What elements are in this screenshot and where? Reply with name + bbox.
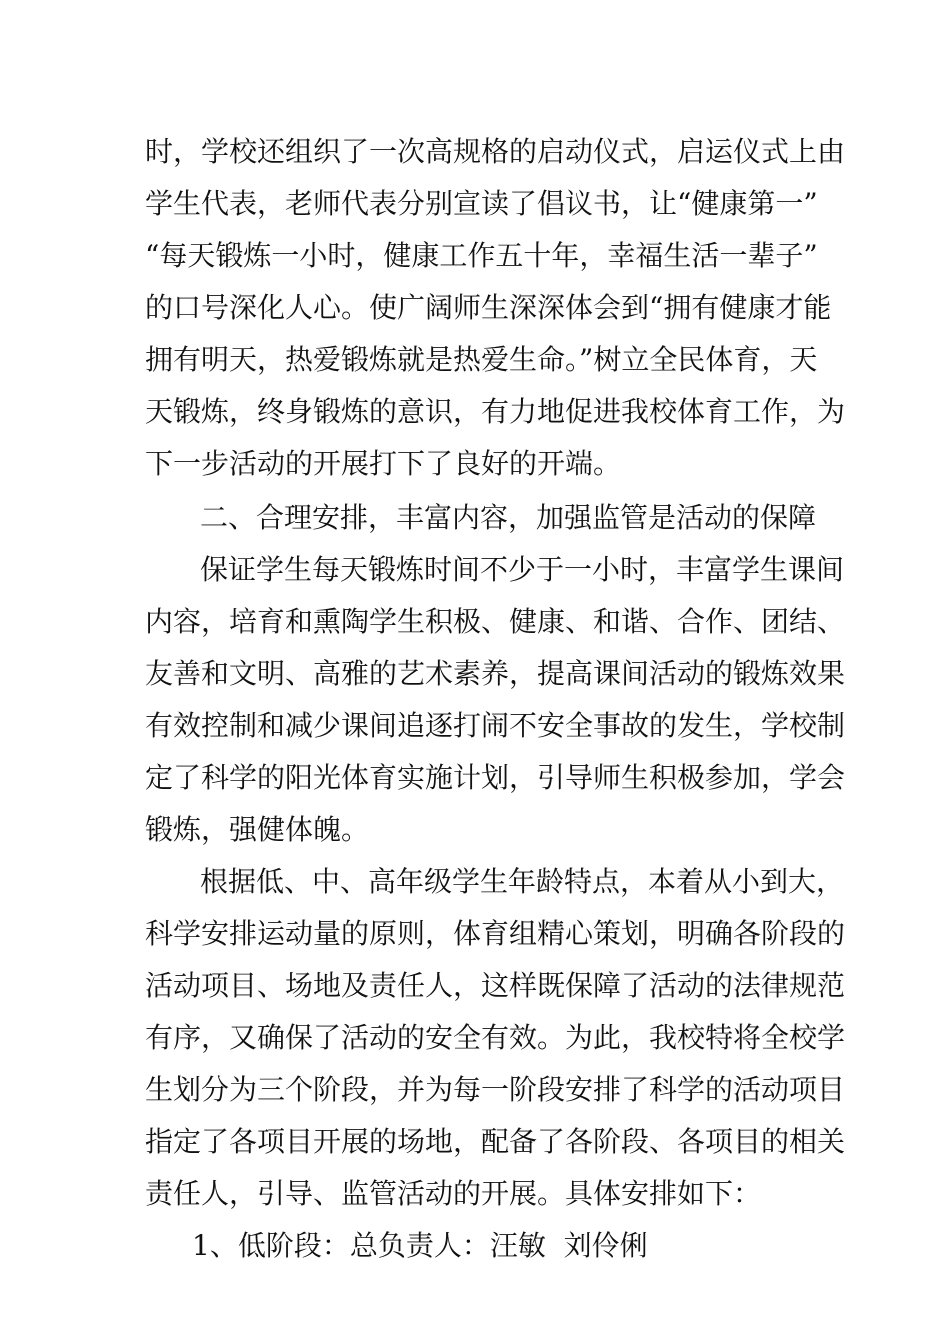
paragraph-line: 有效控制和减少课间追逐打闹不安全事故的发生，学校制 [145,709,846,742]
list-item: 1、低阶段：总负责人：汪敏 刘伶俐 [192,1229,648,1262]
paragraph-line: 拥有明天，热爱锻炼就是热爱生命。”树立全民体育，天 [145,343,818,376]
paragraph-line: 生划分为三个阶段，并为每一阶段安排了科学的活动项目 [145,1073,846,1106]
paragraph-line: 学生代表，老师代表分别宣读了倡议书，让“健康第一” [145,187,818,220]
paragraph-line: 指定了各项目开展的场地，配备了各阶段、各项目的相关 [145,1125,846,1158]
paragraph-line: 活动项目、场地及责任人，这样既保障了活动的法律规范 [145,969,846,1002]
section-heading: 二、合理安排，丰富内容，加强监管是活动的保障 [200,501,817,534]
paragraph-line: 责任人，引导、监管活动的开展。具体安排如下： [145,1177,762,1210]
paragraph-line: 锻炼，强健体魄。 [145,813,370,846]
paragraph-line: 时，学校还组织了一次高规格的启动仪式，启运仪式上由 [145,135,846,168]
paragraph-line: 有序，又确保了活动的安全有效。为此，我校特将全校学 [145,1021,846,1054]
paragraph-line: 下一步活动的开展打下了良好的开端。 [145,447,622,480]
paragraph-line: 天锻炼，终身锻炼的意识，有力地促进我校体育工作，为 [145,395,846,428]
paragraph-line: 根据低、中、高年级学生年龄特点，本着从小到大， [200,865,845,898]
paragraph-line: 定了科学的阳光体育实施计划，引导师生积极参加，学会 [145,761,846,794]
paragraph-line: 科学安排运动量的原则，体育组精心策划，明确各阶段的 [145,917,846,950]
paragraph-line: 保证学生每天锻炼时间不少于一小时，丰富学生课间 [200,553,845,586]
paragraph-line: 的口号深化人心。使广阔师生深深体会到“拥有健康才能 [145,291,832,324]
paragraph-line: “每天锻炼一小时，健康工作五十年，幸福生活一辈子” [145,239,818,272]
paragraph-line: 友善和文明、高雅的艺术素养，提高课间活动的锻炼效果 [145,657,846,690]
paragraph-line: 内容，培育和熏陶学生积极、健康、和谐、合作、团结、 [145,605,846,638]
